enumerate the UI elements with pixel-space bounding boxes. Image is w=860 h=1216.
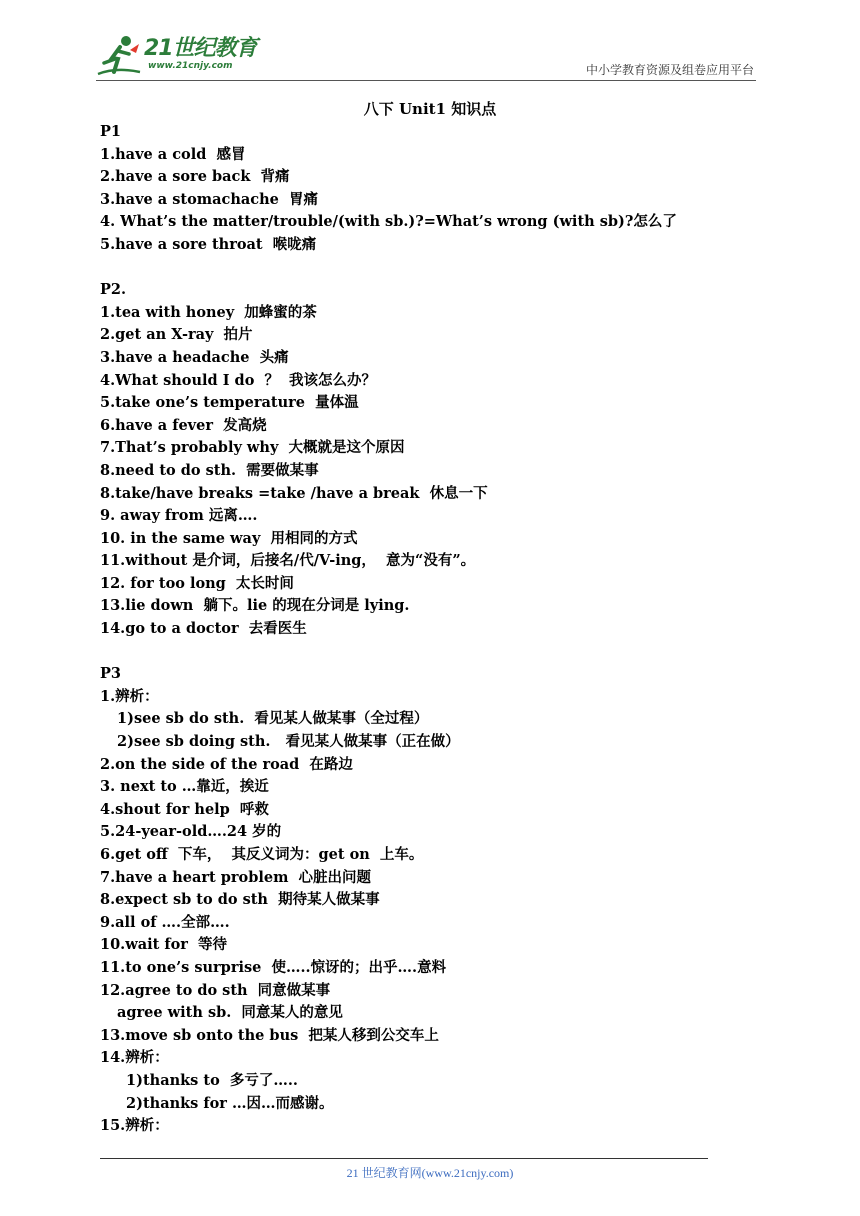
text-line: 7.have a heart problem 心脏出问题 [100, 868, 372, 886]
document-title: 八下 Unit1 知识点 [363, 100, 497, 118]
text-line: 12.agree to do sth 同意做某事 [100, 981, 331, 999]
runner-logo-icon [96, 34, 142, 78]
text-line: 5.have a sore throat 喉咙痛 [100, 235, 317, 253]
text-line: 10.wait for 等待 [100, 936, 228, 954]
text-line: 8.need to do sth. 需要做某事 [100, 461, 319, 479]
text-line: 6.get off 下车， 其反义词为：get on 上车。 [100, 846, 424, 863]
text-line: 1.tea with honey 加蜂蜜的茶 [100, 303, 317, 321]
logo [96, 34, 257, 78]
page-header [96, 30, 756, 81]
text-line: 8.take/have breaks =take /have a break 休息一下 [100, 484, 488, 502]
text-line: 2.get an X-ray 拍片 [100, 326, 253, 344]
blank-line [100, 641, 740, 664]
platform-name: 中小学教育资源及组卷应用平台 [585, 63, 754, 77]
text-line: 2)thanks for …因…而感谢。 [126, 1094, 334, 1112]
text-line: 1.have a cold 感冒 [100, 145, 246, 163]
text-line: 5.take one’s temperature 量体温 [100, 394, 359, 412]
text-line: 1.辨析： [100, 687, 159, 705]
footer-source[interactable]: 21 世纪教育网(www.21cnjy.com) [346, 1166, 514, 1180]
text-line: 9. away from 远离…. [100, 507, 258, 525]
text-line: 4. What’s the matter/trouble/(with sb.)?=What’s wrong (with sb)?怎么了 [100, 213, 677, 231]
text-line: P1 [100, 123, 121, 140]
logo-url: www.21cnjy.com [148, 61, 233, 71]
text-line: 4.What should I do ？ 我该怎么办？ [100, 371, 377, 389]
text-line: 15.辨析： [100, 1117, 169, 1135]
text-line: 13.move sb onto the bus 把某人移到公交车上 [100, 1026, 439, 1044]
text-line: 13.lie down 躺下。lie 的现在分词是 lying. [100, 597, 410, 615]
text-line: 12. for too long 太长时间 [100, 574, 294, 592]
text-line: 2.have a sore back 背痛 [100, 168, 290, 186]
text-line: 14.go to a doctor 去看医生 [100, 620, 307, 638]
text-line: 9.all of ….全部…. [100, 913, 230, 931]
text-line: 8.expect sb to do sth 期待某人做某事 [100, 891, 380, 909]
text-line: 3.have a stomachache 胃痛 [100, 190, 318, 208]
text-line: 3. next to …靠近，挨近 [100, 778, 269, 796]
text-line: 4.shout for help 呼救 [100, 800, 269, 818]
text-line: 11.without 是介词，后接名/代/V-ing， 意为“没有”。 [100, 552, 476, 570]
text-line: 11.to one’s surprise 使…..惊讶的；出乎….意料 [100, 958, 447, 976]
text-line: 2)see sb doing sth. 看见某人做某事（正在做） [117, 733, 460, 751]
text-line: P3 [100, 665, 121, 683]
text-line: 2.on the side of the road 在路边 [100, 755, 353, 773]
text-line: 14.辨析： [100, 1049, 169, 1067]
text-line: P2. [100, 281, 127, 299]
text-line: 10. in the same way 用相同的方式 [100, 529, 358, 547]
blank-line [100, 257, 740, 280]
logo-title: 21世纪教育 [144, 36, 257, 61]
text-line: 3.have a headache 头痛 [100, 348, 289, 366]
footer-divider [100, 1158, 708, 1159]
text-line: 7.That’s probably why 大概就是这个原因 [100, 439, 405, 457]
text-line: agree with sb. 同意某人的意见 [117, 1004, 343, 1022]
document-body [100, 121, 740, 1138]
text-line: 5.24-year-old….24 岁的 [100, 823, 282, 841]
text-line: 1)see sb do sth. 看见某人做某事（全过程） [117, 710, 429, 728]
text-line: 1)thanks to 多亏了….. [126, 1071, 298, 1089]
text-line: 6.have a fever 发高烧 [100, 416, 267, 434]
